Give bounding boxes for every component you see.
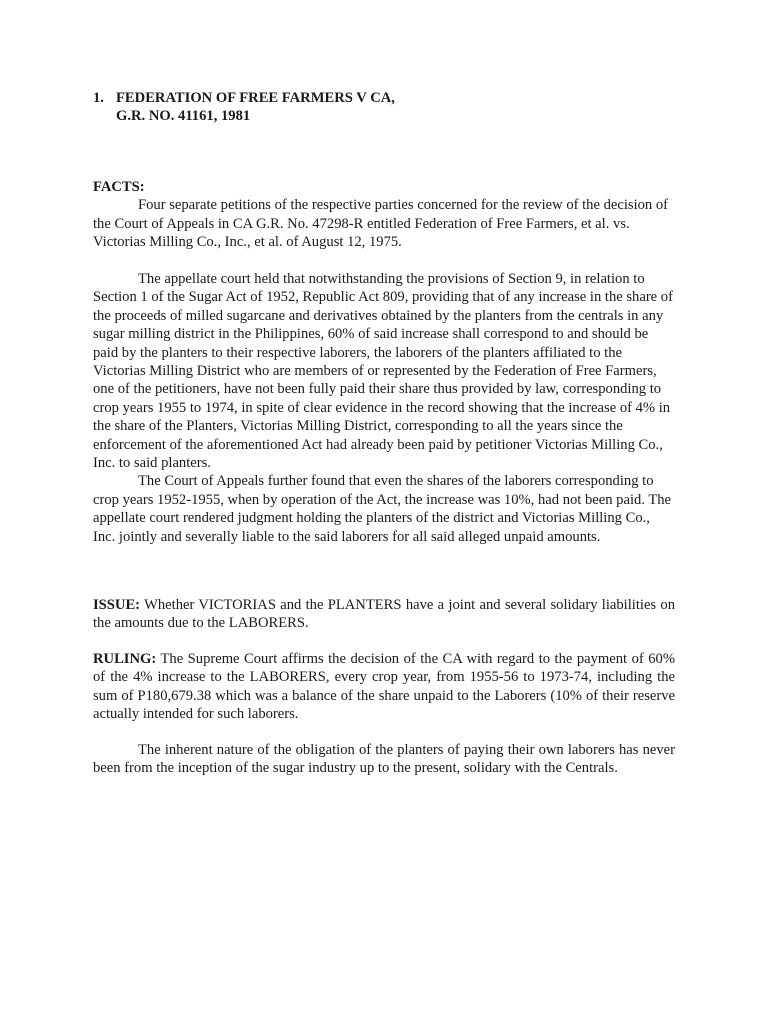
issue-paragraph — [93, 596, 675, 633]
facts-paragraph-2: The appellate court held that notwithstanding the provisions of Section 9, in relation to Section 1 of the Sugar Act of 1952, Republic Act 809, providing that of any increase in the share of the proceeds of milled sugarcane and derivatives obtained by the planters from the centrals in any sugar milling district in the Philippines, 60% of said increase shall correspond to and should be paid by the planters to their respective laborers, the laborers of the planters affiliated to the Victorias Milling District who are members of or represented by the Federation of Free Farmers, one of the petitioners, have not been fully paid their share thus provided by law, corresponding to crop years 1955 to 1974, in spite of clear evidence in the record showing that the increase of 4% in the share of the Planters, Victorias Milling District, corresponding to all the years since the enforcement of the aforementioned Act had already been paid by petitioner Victorias Milling Co., Inc. to said planters. — [93, 271, 673, 472]
issue-text: Whether VICTORIAS and the PLANTERS have a joint and several solidary liabilities on the amounts due to the LABORERS. — [93, 597, 675, 632]
ruling-section — [93, 650, 675, 724]
case-gr-number: G.R. NO. 41161, 1981 — [116, 108, 251, 125]
ruling-text: The Supreme Court affirms the decision of the CA with regard to the payment of 60% of the 4% increase to the LABORERS, every crop year, from 1955-56 to 1973-74, including the sum of P180,679.38 which was a balance of the share unpaid to the Laborers (10% of their reserve actually intended for such laborers. — [93, 651, 675, 723]
issue-label: ISSUE: — [93, 597, 141, 613]
case-title-line1 — [93, 89, 395, 107]
issue-section — [93, 596, 675, 633]
facts-paragraph-1: Four separate petitions of the respective parties concerned for the review of the decision of the Court of Appeals in CA G.R. No. 47298-R entitled Federation of Free Farmers, et al. vs. Victorias Milling Co., Inc., et al. of August 12, 1975. — [93, 197, 669, 251]
case-name: FEDERATION OF FREE FARMERS V CA, — [116, 90, 395, 106]
facts-paragraph-3: The Court of Appeals further found that even the shares of the laborers corresponding to crop years 1952-1955, when by operation of the Act, the increase was 10%, had not been paid. The appellate court rendered judgment holding the planters of the district and Victorias Milling Co., Inc. jointly and severally liable to the said laborers for all said alleged unpaid amounts. — [93, 473, 672, 545]
ruling-section-2 — [93, 741, 675, 778]
ruling-paragraph — [93, 650, 675, 724]
facts-section-continued — [93, 270, 675, 546]
case-number: 1. — [93, 90, 104, 106]
ruling-label: RULING: — [93, 651, 157, 667]
facts-section — [93, 178, 675, 252]
ruling-paragraph-2: The inherent nature of the obligation of the planters of paying their own laborers has never been from the inception of the sugar industry up to the present, solidary with the Centrals. — [93, 742, 675, 777]
case-title — [93, 89, 395, 126]
facts-label: FACTS: — [93, 179, 145, 195]
